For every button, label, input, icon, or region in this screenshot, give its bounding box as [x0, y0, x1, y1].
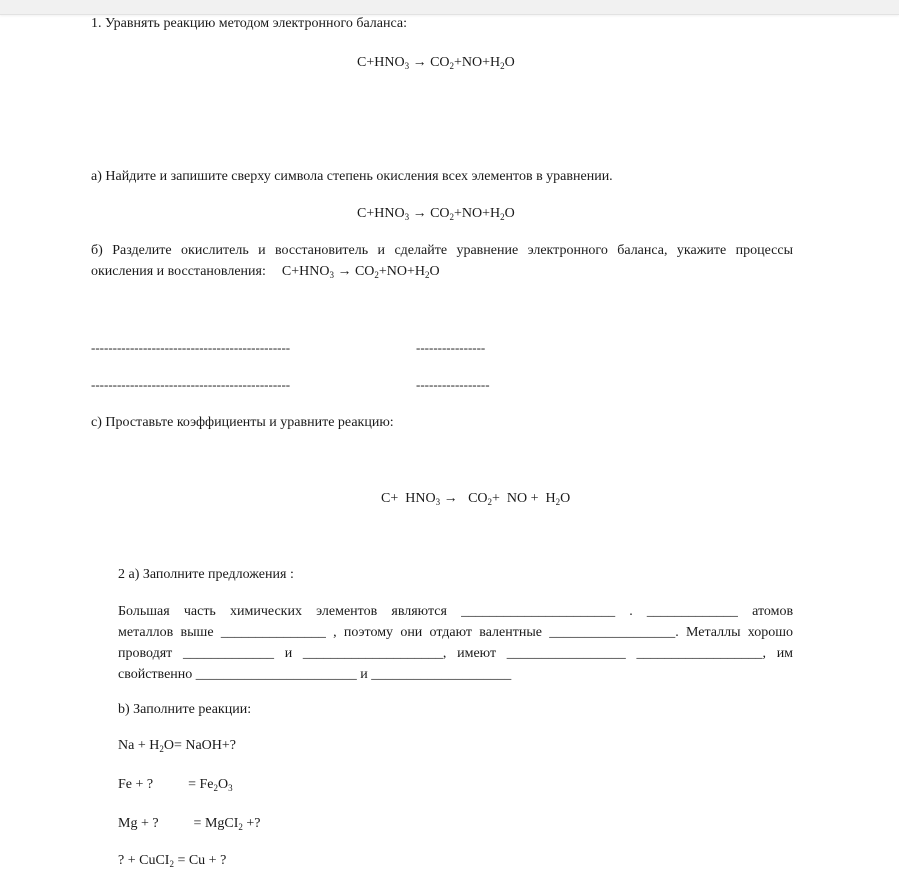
- blank-line[interactable]: ----------------------------------------------: [91, 377, 291, 392]
- task1-part-c: с) Проставьте коэффициенты и уравните реакцию:: [91, 415, 394, 430]
- task2-heading: 2 а) Заполните предложения :: [118, 567, 294, 582]
- task1-part-a: а) Найдите и запишите сверху символа степень окисления всех элементов в уравнении.: [91, 169, 613, 184]
- task1-equation: $C+HNO_3 \to CO_2+NO+H_2O$: [357, 55, 515, 71]
- reaction-line: $Na + H_2O=$ NaOH+?: [118, 738, 237, 754]
- reaction-line: Fe + ? = $Fe_2O_3$: [118, 777, 233, 793]
- task1-equation-a: $C+HNO_3 \to CO_2+NO+H_2O$: [357, 206, 515, 222]
- paragraph-row: Большая часть химических элементов являются ______________________ . _____________ атомов: [118, 604, 794, 619]
- blank-line[interactable]: ----------------: [416, 340, 486, 355]
- task1-part-b-line1: б) Разделите окислитель и восстановитель и сделайте уравнение электронного баланса, укажите процессы: [91, 243, 793, 258]
- blank-line[interactable]: ----------------------------------------------: [91, 340, 291, 355]
- task1-equation-c: $C+ HNO_3 \to CO_2+$ NO + $H_2O$: [381, 491, 571, 507]
- viewer-top-bar: [0, 0, 899, 15]
- task1-heading: 1. Уравнять реакцию методом электронного баланса:: [91, 16, 407, 31]
- reaction-line: ? + CuCI$_2$ = Cu + ?: [118, 853, 227, 869]
- task2-part-b-heading: b) Заполните реакции:: [118, 702, 252, 717]
- reaction-line: Mg + ? = MgCI$_2$ +?: [118, 816, 261, 832]
- paragraph-row: металлов выше _______________ , поэтому они отдают валентные __________________. Металлы хорошо: [118, 625, 794, 640]
- blank-line[interactable]: -----------------: [416, 377, 490, 392]
- paragraph-row: проводят _____________ и ____________________, имеют _________________ __________________, им: [118, 646, 794, 661]
- paragraph-row: свойственно _______________________ и ____________________: [118, 667, 512, 682]
- fill-paragraph: [118, 601, 793, 685]
- task1-part-b-line2: окисления и восстановления: $C+HNO_3 \to CO_2+NO+H_2O$: [91, 264, 440, 280]
